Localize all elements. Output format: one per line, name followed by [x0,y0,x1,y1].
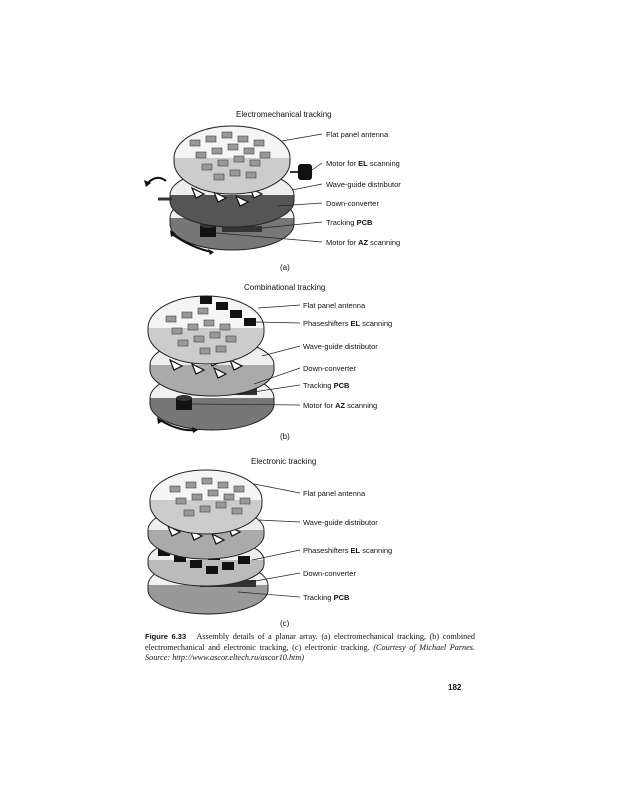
label-b-5: Motor for AZ scanning [303,401,378,410]
label-a-0: Flat panel antenna [326,130,389,139]
figure-caption [145,632,475,664]
page-number: 182 [448,683,462,692]
label-b-3: Down-converter [303,364,356,373]
label-c-4: Tracking PCB [303,593,350,602]
label-a-5: Motor for AZ scanning [326,238,401,247]
label-a-3: Down-converter [326,199,379,208]
figure-a-title: Electromechanical tracking [236,110,332,119]
figure-c-title: Electronic tracking [251,457,317,466]
label-c-1: Wave-guide distributor [303,518,378,527]
figure-b-sublabel: (b) [280,432,290,441]
caption-text: Assembly details of a planar array. (a) electromechanical tracking, (b) combined electromechanical and electronic tracking, (c) electronic tracking. [145,632,475,652]
label-c-2: Phaseshifters EL scanning [303,546,393,555]
label-b-4: Tracking PCB [303,381,350,390]
label-c-0: Flat panel antenna [303,489,366,498]
label-b-2: Wave-guide distributor [303,342,378,351]
figure-number: Figure 6.33 [145,632,187,641]
figure-a-sublabel: (a) [280,263,290,272]
label-a-1: Motor for EL scanning [326,159,400,168]
figure-c-sublabel: (c) [280,619,290,628]
figure-b-title: Combinational tracking [244,283,326,292]
label-a-2: Wave-guide distributor [326,180,401,189]
label-b-0: Flat panel antenna [303,301,366,310]
label-a-4: Tracking PCB [326,218,373,227]
label-b-1: Phaseshifters EL scanning [303,319,393,328]
label-c-3: Down-converter [303,569,356,578]
caption-credit: (Courtesy of Michael Parnes. Source: http://www.ascor.eltech.ru/ascor10.htm) [145,642,475,662]
